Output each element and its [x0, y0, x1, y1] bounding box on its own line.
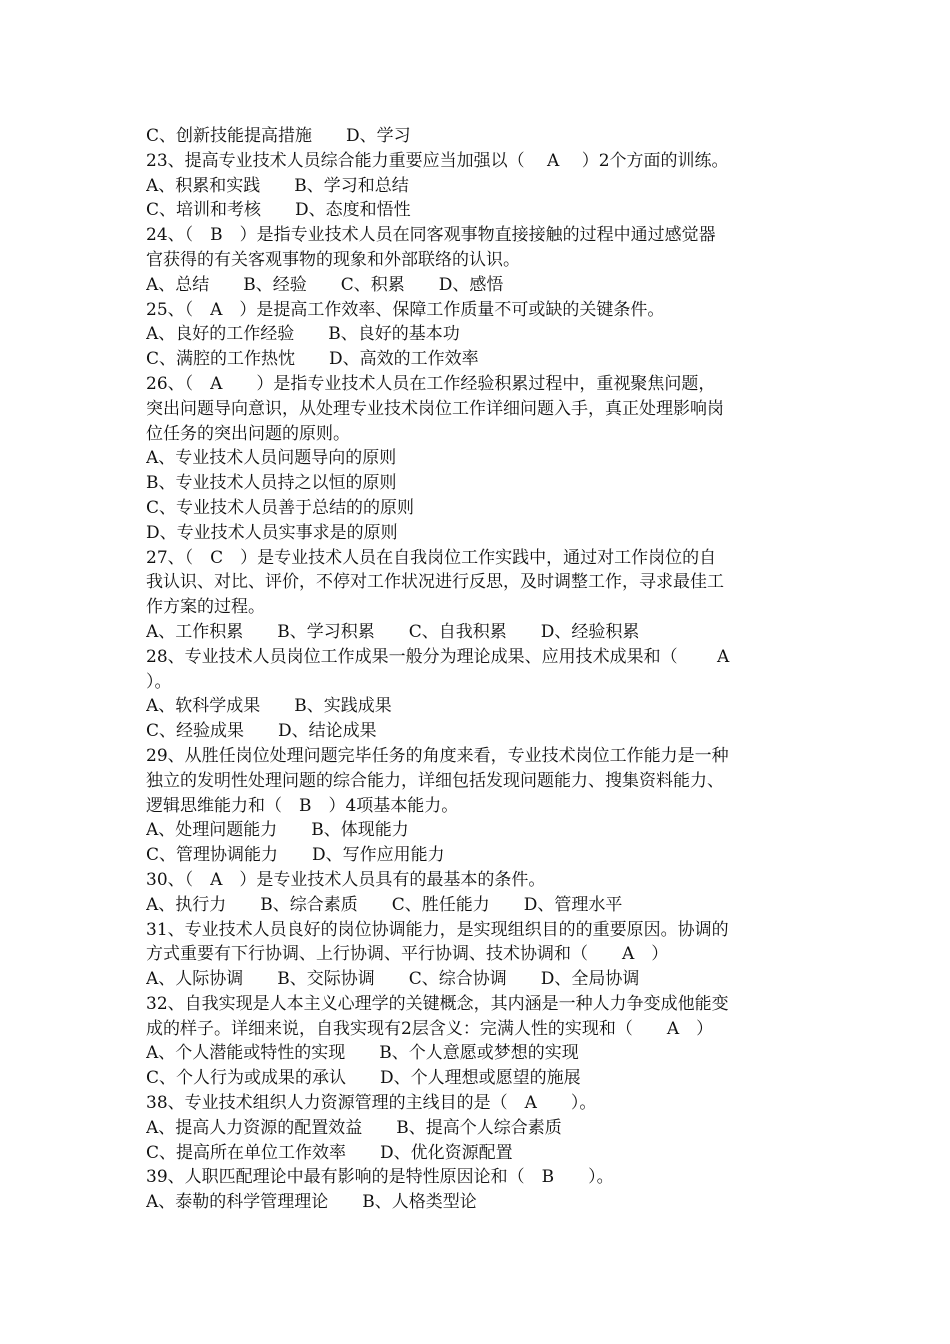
question-29-cont: 独立的发明性处理问题的综合能力，详细包括发现问题能力、搜集资料能力、: [146, 770, 724, 791]
option-line: A、提高人力资源的配置效益 B、提高个人综合素质: [146, 1117, 562, 1138]
option-line: B、专业技术人员持之以恒的原则: [146, 473, 397, 494]
question-39: 39、人职匹配理论中最有影响的是特性原因论和（ B ）。: [146, 1167, 614, 1188]
option-line: C、提高所在单位工作效率 D、优化资源配置: [146, 1142, 513, 1163]
question-31: 31、专业技术人员良好的岗位协调能力，是实现组织目的的重要原因。协调的: [146, 919, 729, 940]
question-32-cont: 成的样子。详细来说，自我实现有2层含义：完满人性的实现和（ A ）: [146, 1018, 714, 1039]
option-line: A、工作积累 B、学习积累 C、自我积累 D、经验积累: [146, 621, 640, 642]
document-body: [146, 124, 808, 1215]
option-line: A、软科学成果 B、实践成果: [146, 696, 392, 717]
option-line: A、执行力 B、综合素质 C、胜任能力 D、管理水平: [146, 894, 623, 915]
option-line: A、积累和实践 B、学习和总结: [146, 175, 409, 196]
question-27-cont: 我认识、对比、评价，不停对工作状况进行反思，及时调整工作，寻求最佳工: [146, 572, 724, 593]
option-line: A、人际协调 B、交际协调 C、综合协调 D、全局协调: [146, 969, 640, 990]
option-line: A、总结 B、经验 C、积累 D、感悟: [146, 274, 504, 295]
question-26-cont: 位任务的突出问题的原则。: [146, 423, 350, 444]
question-28: 28、专业技术人员岗位工作成果一般分为理论成果、应用技术成果和（ A: [146, 646, 730, 667]
question-30: 30、（ A ）是专业技术人员具有的最基本的条件。: [146, 869, 546, 890]
option-line: A、处理问题能力 B、体现能力: [146, 820, 409, 841]
question-27-cont: 作方案的过程。: [146, 597, 265, 618]
option-line: C、管理协调能力 D、写作应用能力: [146, 845, 445, 866]
text-line: C、创新技能提高措施 D、学习: [146, 126, 411, 146]
question-38: 38、专业技术组织人力资源管理的主线目的是（ A ）。: [146, 1093, 597, 1114]
question-24-cont: 官获得的有关客观事物的现象和外部联络的认识。: [146, 249, 520, 270]
question-28-cont: ）。: [146, 671, 172, 692]
option-line: A、个人潜能或特性的实现 B、个人意愿或梦想的实现: [146, 1043, 579, 1064]
option-line: A、泰勒的科学管理理论 B、人格类型论: [146, 1192, 477, 1213]
question-24: 24、（ B ）是指专业技术人员在同客观事物直接接触的过程中通过感觉器: [146, 225, 716, 246]
question-32: 32、自我实现是人本主义心理学的关键概念，其内涵是一种人力争变成他能变: [146, 993, 729, 1014]
option-line: C、培训和考核 D、态度和悟性: [146, 200, 411, 221]
option-line: D、专业技术人员实事求是的原则: [146, 522, 398, 543]
question-26: 26、（ A ）是指专业技术人员在工作经验积累过程中，重视聚焦问题，: [146, 373, 716, 394]
question-26-cont: 突出问题导向意识，从处理专业技术岗位工作详细问题入手，真正处理影响岗: [146, 398, 724, 419]
question-25: 25、（ A ）是提高工作效率、保障工作质量不可或缺的关键条件。: [146, 299, 665, 320]
question-27: 27、（ C ）是专业技术人员在自我岗位工作实践中，通过对工作岗位的自: [146, 547, 717, 568]
option-line: C、经验成果 D、结论成果: [146, 721, 377, 742]
question-31-cont: 方式重要有下行协调、上行协调、平行协调、技术协调和（ A ）: [146, 944, 669, 965]
question-29: 29、从胜任岗位处理问题完毕任务的角度来看，专业技术岗位工作能力是一种: [146, 745, 729, 766]
option-line: A、良好的工作经验 B、良好的基本功: [146, 324, 460, 345]
question-23: 23、提高专业技术人员综合能力重要应当加强以（ A ）2个方面的训练。: [146, 150, 729, 171]
question-29-cont: 逻辑思维能力和（ B ）4项基本能力。: [146, 795, 459, 816]
option-line: C、个人行为或成果的承认 D、个人理想或愿望的施展: [146, 1068, 581, 1089]
option-line: A、专业技术人员问题导向的原则: [146, 448, 397, 469]
option-line: C、专业技术人员善于总结的的原则: [146, 497, 415, 518]
option-line: C、满腔的工作热忱 D、高效的工作效率: [146, 349, 479, 370]
